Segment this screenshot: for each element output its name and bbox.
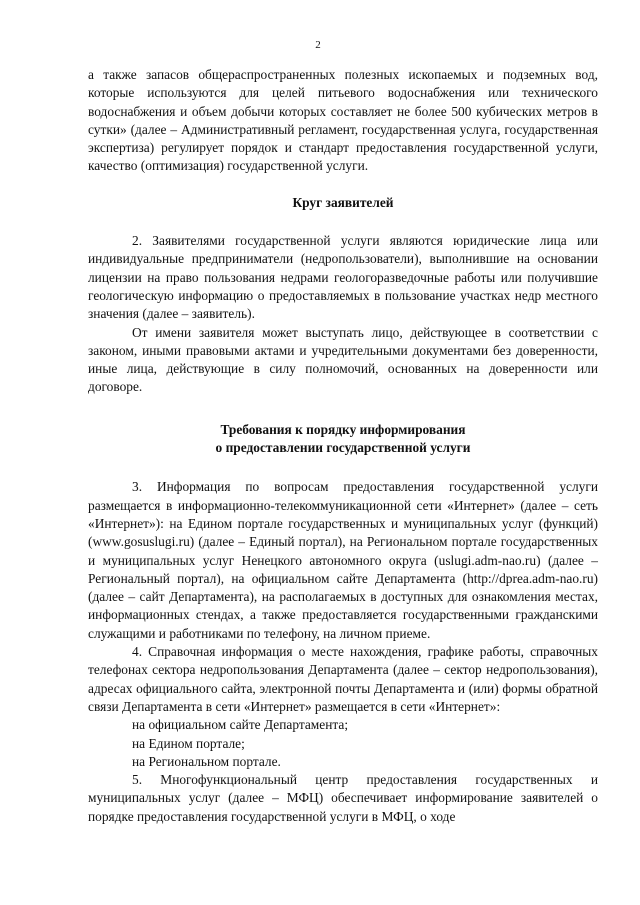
heading-line-2: о предоставлении государственной услуги — [215, 440, 471, 456]
list-item: на официальном сайте Департамента; — [132, 717, 349, 733]
page-number: 2 — [315, 39, 321, 51]
intro-paragraph: а также запасов общераспространенных полезных ископаемых и подземных вод, которые используются для целей питьевого водоснабжения или технического водоснабжения и объем добычи которых составляет не более 500 кубических метров в сутки» (далее – Административный регламент, государственная услуга, государственная экспертиза) регулирует порядок и стандарт предоставления государственной услуги, качество (оптимизация) государственной услуги. — [88, 67, 598, 174]
paragraph-2-continued: От имени заявителя может выступать лицо, действующее в соответствии с законом, иными правовыми актами и учредительными документами без доверенности, иные лица, действующие в силу полномочий, основанных на доверенности или договоре. — [88, 324, 598, 395]
list-item: на Региональном портале. — [132, 753, 281, 769]
paragraph-5: 5. Многофункциональный центр предоставления государственных и муниципальных услуг (далее – МФЦ) обеспечивает информирование заявителей о порядке предоставления государственной услуги в МФЦ, о ходе — [88, 772, 598, 824]
paragraph-3: 3. Информация по вопросам предоставления государственной услуги размещается в информационно-телекоммуникационной сети «Интернет» (далее – сеть «Интернет»): на Едином портале государственных и муниципальных услуг (функций) (www.gosuslugi.ru) (далее – Единый портал), на Региональном портале государственных и муниципальных услуг Ненецкого автономного округа (uslugi.adm-nao.ru) (далее – Региональный портал), на официальном сайте Департамента (http://dprea.adm-nao.ru) (далее – сайт Департамента), на располагаемых в доступных для ознакомления местах, информационных стендах, а также предоставляется государственными гражданскими служащими и работниками по телефону, на личном приеме. — [88, 479, 598, 641]
section-heading-applicants: Круг заявителей — [292, 194, 394, 210]
section-heading-information-requirements — [88, 421, 598, 458]
heading-line-1: Требования к порядку информирования — [220, 421, 466, 437]
paragraph-4: 4. Справочная информация о месте нахождения, графике работы, справочных телефонах сектора недропользования Департамента (далее – сектор недропользования), адресах официального сайта, электронной почты Департамента и (или) формы обратной связи Департамента в сети «Интернет» размещается в сети «Интернет»: — [88, 644, 598, 714]
paragraph-2: 2. Заявителями государственной услуги являются юридические лица или индивидуальные предприниматели (недропользователи), выполнившие на основании лицензии на право пользования недрами геологоразведочные работы или получившие геологическую информацию о предоставляемых в пользование участках недр местного значения (далее – заявитель). — [88, 233, 598, 322]
list-item: на Едином портале; — [132, 735, 245, 751]
